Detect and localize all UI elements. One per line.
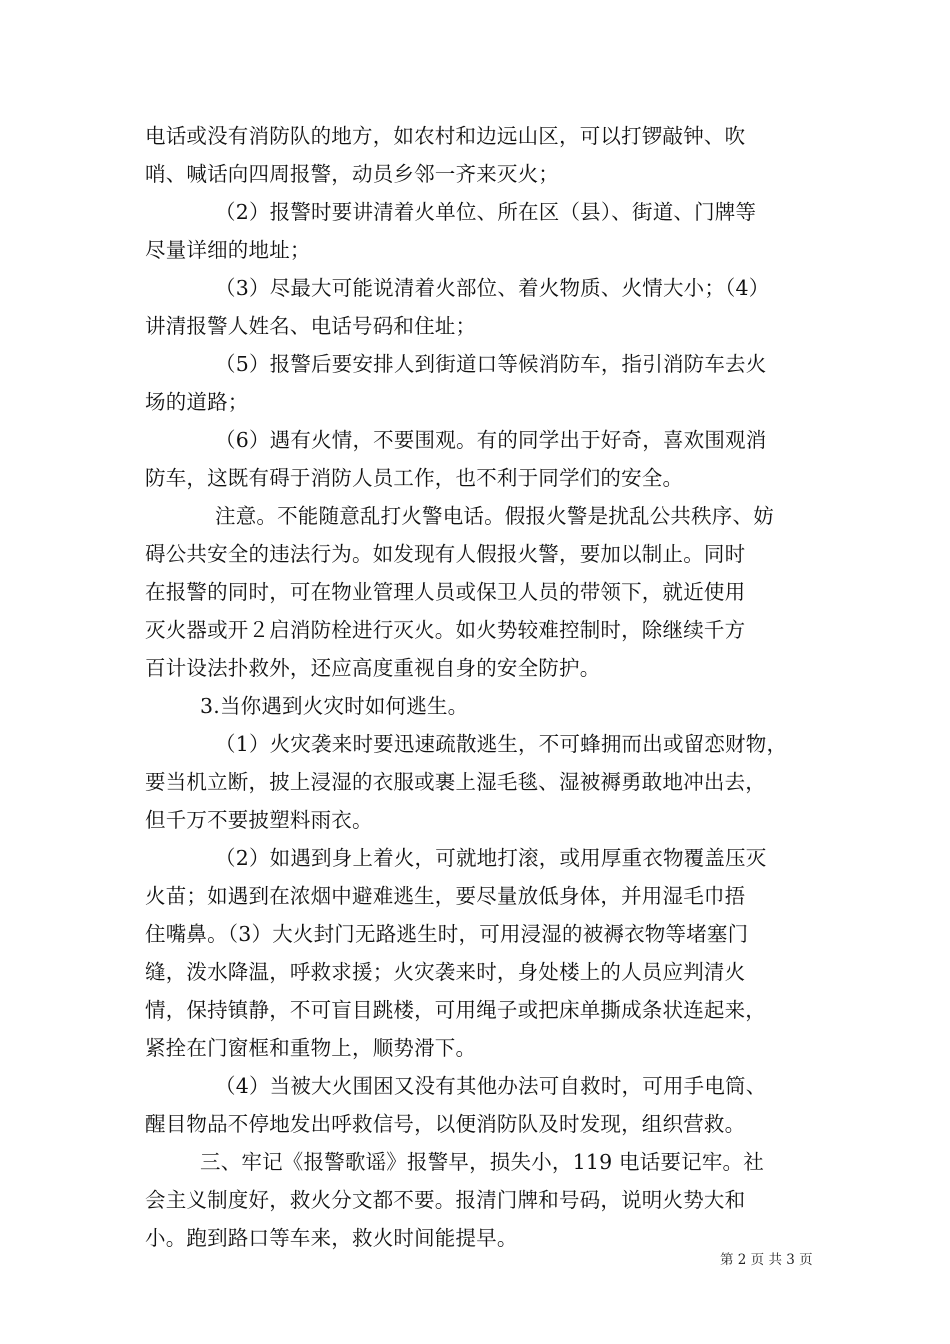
text-line: 紧拴在门窗框和重物上，顺势滑下。 [145, 1036, 477, 1060]
page-number-footer: 第 2 页 共 3 页 [720, 1252, 813, 1268]
text-line: 百计设法扑救外，还应高度重视自身的安全防护。 [145, 656, 601, 680]
text-line: 在报警的同时，可在物业管理人员或保卫人员的带领下，就近使用 [145, 580, 746, 604]
text-line: （2）报警时要讲清着火单位、所在区（县）、街道、门牌等 [215, 200, 757, 224]
text-line: 场的道路； [145, 390, 249, 414]
text-line: 醒目物品不停地发出呼救信号，以便消防队及时发现，组织营救。 [145, 1112, 746, 1136]
text-line: 碍公共安全的违法行为。如发现有人假报火警，要加以制止。同时 [145, 542, 746, 566]
text-line: （2）如遇到身上着火，可就地打滚，或用厚重衣物覆盖压灭 [215, 846, 767, 870]
text-line: 尽量详细的地址； [145, 238, 311, 262]
text-line: 情，保持镇静，不可盲目跳楼，可用绳子或把床单撕成条状连起来， [145, 998, 766, 1022]
text-line: 火苗；如遇到在浓烟中避难逃生，要尽量放低身体，并用湿毛巾捂 [145, 884, 746, 908]
text-line: 小。跑到路口等车来，救火时间能提早。 [145, 1226, 518, 1250]
text-line: 会主义制度好，救火分文都不要。报清门牌和号码，说明火势大和 [145, 1188, 746, 1212]
text-line: （4）当被大火围困又没有其他办法可自救时，可用手电筒、 [215, 1074, 767, 1098]
section-heading: 3.当你遇到火灾时如何逃生。 [200, 694, 469, 718]
text-line: 要当机立断，披上浸湿的衣服或裹上湿毛毯、湿被褥勇敢地冲出去， [145, 770, 766, 794]
text-line: （1）火灾袭来时要迅速疏散逃生，不可蜂拥而出或留恋财物， [215, 732, 788, 756]
text-line: （3）尽最大可能说清着火部位、着火物质、火情大小；（4） [215, 276, 770, 300]
text-line: 注意。不能随意乱打火警电话。假报火警是扰乱公共秩序、妨 [215, 504, 774, 528]
text-line: 讲清报警人姓名、电话号码和住址； [145, 314, 477, 338]
text-line: （6）遇有火情，不要围观。有的同学出于好奇，喜欢围观消 [215, 428, 767, 452]
text-line: 电话或没有消防队的地方，如农村和边远山区，可以打锣敲钟、吹 [145, 124, 746, 148]
text-line: 哨、喊话向四周报警，动员乡邻一齐来灭火； [145, 162, 559, 186]
text-line: 防车，这既有碍于消防人员工作，也不利于同学们的安全。 [145, 466, 684, 490]
text-line: 三、牢记《报警歌谣》报警早，损失小，119 电话要记牢。社 [200, 1150, 764, 1174]
text-line: 缝，泼水降温，呼救求援；火灾袭来时，身处楼上的人员应判清火 [145, 960, 746, 984]
text-line: 但千万不要披塑料雨衣。 [145, 808, 373, 832]
text-line: 住嘴鼻。（3）大火封门无路逃生时，可用浸湿的被褥衣物等堵塞门 [145, 922, 749, 946]
text-line: 灭火器或开２启消防栓进行灭火。如火势较难控制时，除继续千方 [145, 618, 746, 642]
text-line: （5）报警后要安排人到街道口等候消防车，指引消防车去火 [215, 352, 767, 376]
